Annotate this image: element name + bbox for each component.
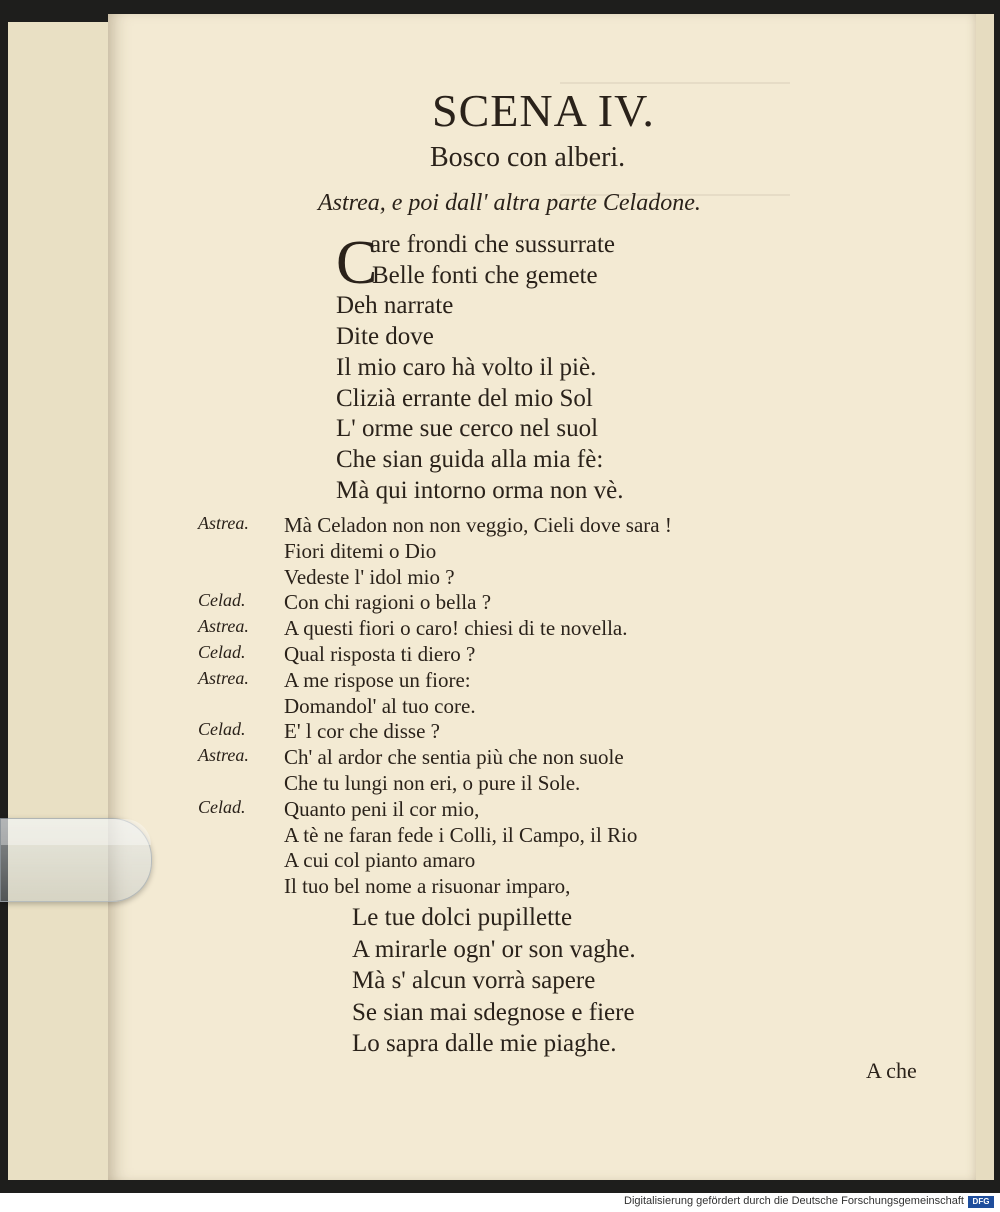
- speaker-name: Astrea.: [198, 667, 249, 688]
- speech-line: A questi fiori o caro! chiesi di te novella.: [284, 616, 628, 641]
- speaker-name: Celad.: [198, 719, 246, 740]
- speech-line: A cui col pianto amaro: [284, 848, 476, 873]
- aria-verse-one: [336, 230, 623, 506]
- speaker-name: Celad.: [198, 641, 246, 662]
- speech-line: Fiori ditemi o Dio: [284, 538, 437, 563]
- speech-line: Mà Celadon non non veggio, Cieli dove sara !: [284, 513, 672, 537]
- speech-line: Il tuo bel nome a risuonar imparo,: [284, 874, 571, 899]
- speech-line: Domandol' al tuo core.: [284, 693, 476, 718]
- dfg-logo: DFG: [968, 1196, 994, 1208]
- verse-line: Mà s' alcun vorrà sapere: [352, 967, 596, 994]
- page-holder-clip: [0, 818, 152, 902]
- aria-verse-two: [352, 902, 636, 1060]
- drop-capital: C: [336, 229, 378, 297]
- scene-setting: Bosco con alberi.: [430, 142, 626, 173]
- page-stack-edge: [976, 14, 994, 1180]
- speech-line: Quanto peni il cor mio,: [284, 796, 480, 821]
- stage-direction: Astrea, e poi dall' altra parte Celadone.: [318, 190, 701, 216]
- speaker-name: Astrea.: [198, 616, 249, 637]
- speech-line: Qual risposta ti diero ?: [284, 641, 476, 666]
- speech-line: Con chi ragioni o bella ?: [284, 590, 492, 615]
- verse-line: Clizià errante del mio Sol: [336, 384, 593, 412]
- speech-line: E' l cor che disse ?: [284, 719, 440, 744]
- speech-line: Vedeste l' idol mio ?: [284, 564, 455, 589]
- speaker-name: Astrea.: [198, 513, 249, 533]
- verse-line: Il mio caro hà volto il piè.: [336, 353, 597, 381]
- verse-line: Lo sapra dalle mie piaghe.: [352, 1030, 617, 1057]
- verse-line: Deh narrate: [336, 292, 454, 320]
- verse-line: A mirarle ogn' or son vaghe.: [352, 935, 636, 963]
- verse-line: Se sian mai sdegnose e fiere: [352, 998, 635, 1026]
- digitization-footer: [0, 1193, 1000, 1212]
- scene-title: SCENA IV.: [432, 85, 655, 136]
- speaker-name: Celad.: [198, 796, 246, 817]
- speech-line: A tè ne faran fede i Colli, il Campo, il Rio: [284, 822, 638, 847]
- speech-line: Ch' al ardor che sentia più che non suole: [284, 745, 624, 770]
- verse-line: L' orme sue cerco nel suol: [336, 415, 599, 443]
- catchword: A che: [866, 1058, 917, 1083]
- verse-line: are frondi che sussurrate: [370, 231, 616, 258]
- speaker-name: Astrea.: [198, 745, 249, 766]
- verse-line: Mà qui intorno orma non vè.: [336, 476, 624, 504]
- speech-line: Che tu lungi non eri, o pure il Sole.: [284, 770, 581, 795]
- verse-line: Che sian guida alla mia fè:: [336, 445, 604, 473]
- funding-credit: Digitalisierung gefördert durch die Deutsche Forschungsgemeinschaft: [624, 1195, 964, 1207]
- verse-line: Dite dove: [336, 323, 434, 351]
- verse-line: Belle fonti che gemete: [372, 261, 598, 289]
- speech-line: A me rispose un fiore:: [284, 667, 471, 692]
- verse-line: Le tue dolci pupillette: [352, 904, 573, 931]
- speaker-name: Celad.: [198, 590, 246, 611]
